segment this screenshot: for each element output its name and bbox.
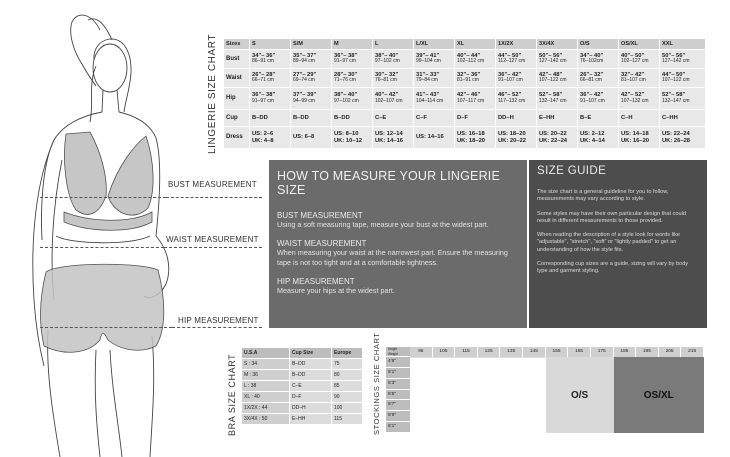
table-cell: [537, 110, 578, 127]
bra-cell: 90: [332, 392, 363, 403]
cell-primary-value: 28"– 30": [334, 71, 358, 78]
hip-line-right: [172, 327, 262, 328]
bra-header-row: [242, 348, 363, 359]
bra-cell: 75: [332, 359, 363, 370]
bra-row: [242, 414, 363, 425]
cell-primary-value: 41"– 43": [416, 92, 440, 99]
weight-header-cell: 215: [681, 347, 704, 357]
size-header-cell: S/M: [291, 39, 332, 50]
bra-cell: B–DD: [290, 359, 332, 370]
table-cell: [373, 110, 414, 127]
table-cell: [660, 110, 706, 127]
cell-secondary-value: 76–81 cm: [375, 77, 397, 84]
table-cell: [250, 50, 291, 69]
bra-row: [242, 381, 363, 392]
table-cell: [496, 69, 537, 88]
table-cell: [414, 127, 455, 149]
cell-secondary-value: 132–147 cm: [662, 97, 690, 104]
cell-secondary-value: UK: 4–14: [580, 137, 605, 144]
cell-primary-value: 32"– 42": [621, 71, 645, 78]
cell-secondary-value: 127–142 cm: [539, 58, 567, 65]
height-row-label: 5'5": [386, 390, 410, 401]
table-cell: [373, 69, 414, 88]
cell-primary-value: DD–H: [498, 114, 514, 121]
cell-secondary-value: 107–117 cm: [457, 97, 485, 104]
cell-primary-value: 46"– 52": [498, 92, 522, 99]
table-cell: [660, 69, 706, 88]
cell-primary-value: C–F: [416, 114, 427, 121]
os-size-zone: O/S: [546, 357, 614, 433]
cell-primary-value: C–E: [375, 114, 387, 121]
cell-primary-value: 36"– 42": [498, 71, 522, 78]
row-label: Waist: [224, 69, 250, 88]
waist-heading: WAIST MEASUREMENT: [277, 239, 367, 249]
cell-secondary-value: 97–102 cm: [334, 97, 359, 104]
stockings-size-chart: [386, 347, 704, 433]
hip-text: Measure your hips at the widest part.: [277, 286, 395, 296]
row-label: Cup: [224, 110, 250, 127]
cell-primary-value: 37"– 39": [293, 92, 317, 99]
table-cell: [373, 88, 414, 110]
table-cell: [578, 69, 619, 88]
cell-primary-value: E–HH: [539, 114, 555, 121]
bra-header-cell: Cup Size: [290, 348, 332, 359]
table-cell: [496, 88, 537, 110]
cell-primary-value: 50"– 56": [539, 52, 563, 59]
weight-header-cell: 165: [568, 347, 591, 357]
cell-primary-value: 40"– 42": [375, 92, 399, 99]
table-cell: [537, 69, 578, 88]
bra-header-cell: Europe: [332, 348, 363, 359]
bra-cell: D–F: [290, 392, 332, 403]
table-cell: [496, 110, 537, 127]
cell-secondary-value: 99–104 cm: [416, 58, 441, 65]
height-row-label: 5'3": [386, 379, 410, 390]
weight-header-cell: 205: [659, 347, 682, 357]
height-weight-corner: Height Weight: [386, 347, 410, 357]
weight-header-cell: 125: [478, 347, 501, 357]
table-cell: [496, 50, 537, 69]
table-cell: [537, 50, 578, 69]
cell-secondary-value: UK: 22–24: [539, 137, 568, 144]
cell-secondary-value: 69–74 cm: [293, 77, 315, 84]
table-cell: [455, 127, 496, 149]
table-cell: [455, 88, 496, 110]
cell-secondary-value: 76–102cm: [580, 58, 604, 65]
cell-primary-value: 36"– 38": [334, 52, 358, 59]
cell-primary-value: 26"– 32": [580, 71, 604, 78]
table-cell: [455, 69, 496, 88]
size-header-cell: M: [332, 39, 373, 50]
height-row-label: 5'9": [386, 411, 410, 422]
table-cell: [619, 110, 660, 127]
size-guide-paragraph: When reading the description of a style look for words like "adjustable", "stretch", "soft" or "lightly padded" to get an understanding of how the style fits.: [537, 232, 681, 253]
bra-cell: XL : 40: [242, 392, 290, 403]
cell-primary-value: US: 16–18: [457, 130, 485, 137]
bra-row: [242, 370, 363, 381]
bra-size-table: [241, 347, 363, 425]
lingerie-row-hip: [224, 88, 706, 110]
cell-primary-value: US: 2–6: [252, 130, 274, 137]
cell-primary-value: US: 20–22: [539, 130, 567, 137]
bust-instructions: [277, 211, 519, 229]
cell-primary-value: 50"– 56": [662, 52, 686, 59]
lingerie-row-cup: [224, 110, 706, 127]
table-cell: [455, 50, 496, 69]
table-cell: [660, 88, 706, 110]
sizes-header-cell: Sizes: [224, 39, 250, 50]
bra-cell: DD–H: [290, 403, 332, 414]
cell-primary-value: 36"– 42": [580, 92, 604, 99]
bra-chart-title: BRA SIZE CHART: [227, 353, 237, 436]
table-cell: [250, 127, 291, 149]
cell-primary-value: 36"– 38": [252, 92, 276, 99]
height-row-label: 6'1": [386, 422, 410, 433]
how-to-measure-panel: [269, 160, 527, 328]
cell-secondary-value: UK: 20–22: [498, 137, 527, 144]
table-cell: [373, 127, 414, 149]
lingerie-header-row: [224, 39, 706, 50]
row-label: Bust: [224, 50, 250, 69]
stockings-empty-zone: [410, 357, 546, 433]
size-header-cell: OS/XL: [619, 39, 660, 50]
table-cell: [414, 69, 455, 88]
weight-header-cell: 105: [433, 347, 456, 357]
size-header-cell: O/S: [578, 39, 619, 50]
table-cell: [291, 88, 332, 110]
cell-primary-value: 27"– 29": [293, 71, 317, 78]
cell-primary-value: US: 12–14: [375, 130, 403, 137]
cell-primary-value: 30"– 32": [375, 71, 399, 78]
hip-line: [40, 327, 172, 328]
waist-line-right: [164, 247, 262, 248]
cell-primary-value: 40"– 44": [457, 52, 481, 59]
bra-cell: B–DD: [290, 370, 332, 381]
table-cell: [332, 50, 373, 69]
table-cell: [496, 127, 537, 149]
bra-cell: C–E: [290, 381, 332, 392]
lingerie-size-table: [223, 38, 706, 149]
weight-header-cell: 185: [614, 347, 637, 357]
bust-text: Using a soft measuring tape, measure your bust at the widest part.: [277, 220, 489, 229]
table-cell: [455, 110, 496, 127]
cell-secondary-value: 102–107 cm: [375, 97, 403, 104]
cell-secondary-value: 102–112 cm: [457, 58, 485, 65]
cell-secondary-value: 97–102 cm: [375, 58, 400, 65]
cell-primary-value: 42"– 48": [539, 71, 563, 78]
table-cell: [373, 50, 414, 69]
hip-instructions: [277, 277, 519, 295]
cell-secondary-value: UK: 14–16: [375, 137, 404, 144]
weight-header-cell: 95: [410, 347, 433, 357]
cell-secondary-value: 91–107 cm: [498, 77, 523, 84]
table-cell: [250, 69, 291, 88]
bra-header-cell: U.S.A: [242, 348, 290, 359]
cell-secondary-value: 91–97 cm: [252, 97, 274, 104]
weight-header-cell: 175: [591, 347, 614, 357]
table-cell: [660, 127, 706, 149]
table-cell: [332, 69, 373, 88]
bust-line: [40, 197, 166, 198]
cell-secondary-value: 79–84 cm: [416, 77, 438, 84]
cell-primary-value: 38"– 40": [375, 52, 399, 59]
cell-primary-value: US: 18–20: [498, 130, 526, 137]
waist-measurement-label: WAIST MEASUREMENT: [166, 235, 259, 244]
table-cell: [619, 50, 660, 69]
cell-primary-value: 52"– 58": [539, 92, 563, 99]
cell-primary-value: B–DD: [293, 114, 309, 121]
cell-secondary-value: 81–91 cm: [457, 77, 479, 84]
cell-primary-value: US: 14–16: [416, 134, 444, 141]
cell-secondary-value: UK: 26–28: [662, 137, 691, 144]
table-cell: [578, 127, 619, 149]
size-header-cell: 1X/2X: [496, 39, 537, 50]
height-row-label: 5'1": [386, 368, 410, 379]
cell-primary-value: 40"– 50": [621, 52, 645, 59]
cell-secondary-value: 112–127 cm: [498, 58, 526, 65]
bra-cell: 3X/4X : 50: [242, 414, 290, 425]
stockings-chart-title: STOCKINGS SIZE CHART: [372, 332, 381, 435]
cell-secondary-value: 107–132 cm: [621, 97, 649, 104]
size-guide-paragraph: Corresponding cup sizes are a guide, sizing will vary by body type and garment styling.: [537, 260, 689, 275]
cell-primary-value: US: 22–24: [662, 130, 690, 137]
cell-secondary-value: 89–94 cm: [293, 58, 315, 65]
height-row-label: 4'9": [386, 357, 410, 368]
cell-primary-value: US: 8–10: [334, 130, 359, 137]
bust-measurement-label: BUST MEASUREMENT: [168, 180, 257, 189]
size-guide-title: SIZE GUIDE: [537, 165, 607, 177]
cell-secondary-value: 91–97 cm: [334, 58, 356, 65]
cell-secondary-value: 107–122 cm: [539, 77, 567, 84]
cell-primary-value: D–F: [457, 114, 468, 121]
how-to-measure-title: HOW TO MEASURE YOUR LINGERIE SIZE: [277, 169, 501, 197]
cell-primary-value: 39"– 41": [416, 52, 440, 59]
size-header-cell: S: [250, 39, 291, 50]
height-row-label: 5'7": [386, 400, 410, 411]
lingerie-row-dress: [224, 127, 706, 149]
cell-primary-value: C–HH: [662, 114, 678, 121]
bra-row: [242, 359, 363, 370]
weight-header-cell: 135: [500, 347, 523, 357]
bra-cell: S : 34: [242, 359, 290, 370]
table-cell: [578, 88, 619, 110]
cell-secondary-value: UK: 4–8: [252, 137, 274, 144]
bra-cell: L : 38: [242, 381, 290, 392]
hip-heading: HIP MEASUREMENT: [277, 277, 355, 287]
size-guide-paragraph: The size chart is a general guideline for you to follow, measurements may vary according to style.: [537, 189, 669, 203]
bra-cell: 100: [332, 403, 363, 414]
size-header-cell: XL: [455, 39, 496, 50]
bra-cell: E–HH: [290, 414, 332, 425]
cell-primary-value: 26"– 28": [252, 71, 276, 78]
table-cell: [537, 127, 578, 149]
table-cell: [250, 88, 291, 110]
cell-secondary-value: 71–76 cm: [334, 77, 356, 84]
cell-primary-value: B–E: [580, 114, 592, 121]
cell-secondary-value: 66–81 cm: [580, 77, 602, 84]
bra-cell: 1X/2X : 44: [242, 403, 290, 414]
table-cell: [291, 110, 332, 127]
table-cell: [250, 110, 291, 127]
table-cell: [414, 110, 455, 127]
cell-secondary-value: 91–107 cm: [580, 97, 605, 104]
cell-secondary-value: 86–91 cm: [252, 58, 274, 65]
cell-primary-value: 44"– 50": [662, 71, 686, 78]
cell-secondary-value: 81–107 cm: [621, 77, 646, 84]
cell-secondary-value: 127–142 cm: [662, 58, 690, 65]
cell-primary-value: B–DD: [334, 114, 350, 121]
table-cell: [537, 88, 578, 110]
bra-cell: M : 36: [242, 370, 290, 381]
table-cell: [619, 69, 660, 88]
bust-line-right: [166, 197, 262, 198]
weight-header-cell: 195: [636, 347, 659, 357]
table-cell: [414, 88, 455, 110]
row-label: Dress: [224, 127, 250, 149]
cell-secondary-value: 94–99 cm: [293, 97, 315, 104]
table-cell: [578, 110, 619, 127]
table-cell: [291, 127, 332, 149]
cell-primary-value: 34"– 36": [252, 52, 276, 59]
cell-secondary-value: 66–71 cm: [252, 77, 274, 84]
hip-measurement-label: HIP MEASUREMENT: [178, 316, 259, 325]
cell-secondary-value: 104–114 cm: [416, 97, 444, 104]
cell-secondary-value: UK: 16–20: [621, 137, 650, 144]
table-cell: [578, 50, 619, 69]
table-cell: [291, 50, 332, 69]
size-header-cell: 3X/4X: [537, 39, 578, 50]
cell-primary-value: 52"– 58": [662, 92, 686, 99]
cell-primary-value: B–DD: [252, 114, 268, 121]
cell-primary-value: US: 6–8: [293, 134, 315, 141]
cell-secondary-value: 102–127 cm: [621, 58, 649, 65]
waist-line: [40, 247, 164, 248]
size-guide-paragraph: Some styles may have their own particular design that could result in different measurements to those provided.: [537, 210, 686, 224]
cell-secondary-value: 107–122 cm: [662, 77, 690, 84]
lingerie-chart-title: LINGERIE SIZE CHART: [207, 33, 218, 154]
cell-primary-value: 35"– 37": [293, 52, 317, 59]
lingerie-row-waist: [224, 69, 706, 88]
cell-primary-value: 44"– 50": [498, 52, 522, 59]
size-header-cell: L: [373, 39, 414, 50]
cell-primary-value: US: 2–12: [580, 130, 605, 137]
size-header-cell: XXL: [660, 39, 706, 50]
weight-header-cell: 155: [546, 347, 569, 357]
bra-cell: 85: [332, 381, 363, 392]
row-label: Hip: [224, 88, 250, 110]
cell-secondary-value: UK: 18–20: [457, 137, 486, 144]
cell-primary-value: 34"– 40": [580, 52, 604, 59]
table-cell: [332, 110, 373, 127]
table-cell: [619, 127, 660, 149]
size-guide-panel: [529, 160, 707, 328]
bust-heading: BUST MEASUREMENT: [277, 211, 363, 220]
weight-header-cell: 115: [455, 347, 478, 357]
cell-primary-value: 31"– 33": [416, 71, 440, 78]
table-cell: [619, 88, 660, 110]
size-header-cell: L/XL: [414, 39, 455, 50]
cell-secondary-value: 132–147 cm: [539, 97, 567, 104]
table-cell: [332, 127, 373, 149]
table-cell: [332, 88, 373, 110]
bra-cell: 80: [332, 370, 363, 381]
bra-row: [242, 392, 363, 403]
weight-header-cell: 145: [523, 347, 546, 357]
cell-primary-value: US: 14–18: [621, 130, 649, 137]
lingerie-row-bust: [224, 50, 706, 69]
waist-instructions: [277, 239, 519, 267]
table-cell: [660, 50, 706, 69]
cell-primary-value: 32"– 36": [457, 71, 481, 78]
cell-primary-value: C–H: [621, 114, 633, 121]
cell-primary-value: 42"– 52": [621, 92, 645, 99]
cell-primary-value: 42"– 46": [457, 92, 481, 99]
table-cell: [291, 69, 332, 88]
cell-primary-value: 38"– 40": [334, 92, 358, 99]
bra-row: [242, 403, 363, 414]
cell-secondary-value: 117–132 cm: [498, 97, 526, 104]
bra-cell: 115: [332, 414, 363, 425]
table-cell: [414, 50, 455, 69]
waist-text: When measuring your waist at the narrowest part. Ensure the measuring tape is not too tight and at a comfortable tightness.: [277, 248, 508, 267]
cell-secondary-value: UK: 10–12: [334, 137, 363, 144]
os-xl-size-zone: OS/XL: [614, 357, 704, 433]
